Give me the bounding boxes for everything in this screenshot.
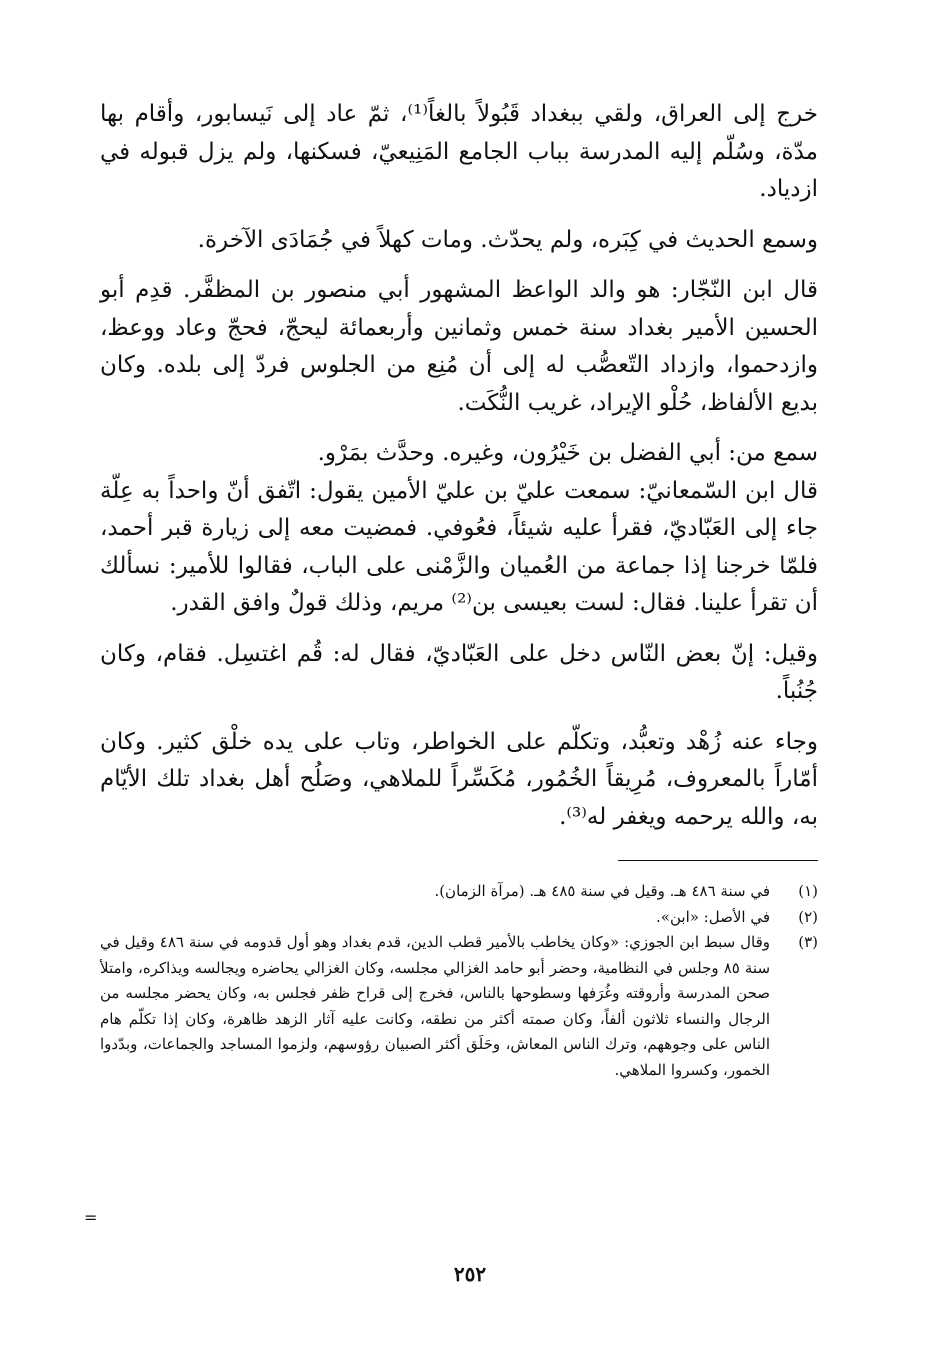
paragraph-6: وقيل: إنّ بعض النّاس دخل على العَبّاديّ، فقال له: قُم اغتسِل. فقام، وكان جُنُباً. <box>100 640 818 704</box>
footnote-number: (٣) <box>798 933 818 951</box>
paragraph-4: سمع من: أبي الفضل بن خَيْرُون، وغيره. وحدَّث بمَرْو. <box>317 440 818 466</box>
footnote-text: في الأصل: «ابن». <box>656 907 770 926</box>
footnote-1 <box>100 879 818 905</box>
page-number: ٢٥٢ <box>453 1262 487 1286</box>
paragraph-5: قال ابن السّمعانيّ: سمعت عليّ بن عليّ الأمين يقول: اتّفق أنّ واحداً به عِلّة جاء إلى العَبّاديّ، فقرأ عليه شيئاً، فعُوفي. فمضيت معه إلى زيارة قبر أحمد، فلمّا خرجنا إذا جماعة من العُميان والزَّمْنى على الباب، فقالوا للأمير: نسألك أن تقرأ علينا. فقال: لست بعيسى بن⁽²⁾ مريم، وذلك قولٌ وافق القدر. <box>100 477 818 616</box>
main-text <box>100 96 818 836</box>
footnote-2 <box>100 905 818 931</box>
paragraph-7: وجاء عنه زُهْد وتعبُّد، وتكلّم على الخواطر، وتاب على يده خلْق كثير. وكان أمّاراً بالمعروف، مُرِيقاً الخُمُور، مُكَسِّراً للملاهي، وصَلُح أهل بغداد تلك الأيّام به، والله يرحمه ويغفر له⁽³⁾. <box>100 728 818 830</box>
continuation-mark: = <box>84 1208 98 1227</box>
footnotes <box>100 879 818 1083</box>
page-content <box>100 96 818 1326</box>
footnote-text: في سنة ٤٨٦ هـ. وقيل في سنة ٤٨٥ هـ. (مرآة الزمان). <box>434 882 770 900</box>
paragraph-3: قال ابن النّجّار: هو والد الواعظ المشهور أبي منصور بن المظفَّر. قدِم أبو الحسين الأمير بغداد سنة خمس وثمانين وأربعمائة ليحجّ، فحجّ وعاد ووعظ، وازدحموا، وازداد التّعصُّب له إلى أن مُنِع من الجلوس فردّ إلى بلده. وكان بديع الألفاظ، حُلْو الإيراد، غريب النُّكَت. <box>100 277 818 416</box>
footnote-number: (٢) <box>798 907 818 926</box>
paragraph-2: وسمع الحديث في كِبَره، ولم يحدّث. ومات كهلاً في جُمَادَى الآخرة. <box>197 226 818 253</box>
paragraph-1: خرج إلى العراق، ولقي ببغداد قَبُولاً بالغاً⁽¹⁾، ثمّ عاد إلى نَيسابور، وأقام بها مدّة، وسُلّم إليه المدرسة بباب الجامع المَنِيعيّ، فسكنها، ولم يزل قبوله في ازدياد. <box>100 101 818 202</box>
footnote-text: وقال سبط ابن الجوزي: «وكان يخاطب بالأمير قطب الدين، قدم بغداد وهو أول قدومه في سنة ٤٨٦ وقيل في سنة ٨٥ وجلس في النظامية، وحضر أبو حامد الغزالي مجلسه، وكان الغزالي يحاضره ويجالسه ويذاكره، وامتلأ صحن المدرسة وأروقته وغُرَفها وسطوحها بالناس، فخرج إلى قراح ظفر فجلس به، وكان يحضر مجلسه من الرجال والنساء ثلاثون ألفاً، وكان صمته أكثر من نطقه، وكانت عليه آثار الزهد ظاهرة، وكان إذا تكلّم هام الناس على وجوههم، وترك الناس المعاش، وحَلَق أكثر الصبيان رؤوسهم، ولزموا المساجد والجماعات، وبدّدوا الخمور، وكسروا الملاهي. <box>100 933 771 1079</box>
footnote-number: (١) <box>798 882 818 900</box>
footnote-3 <box>100 930 818 1083</box>
footnote-separator <box>618 860 818 861</box>
